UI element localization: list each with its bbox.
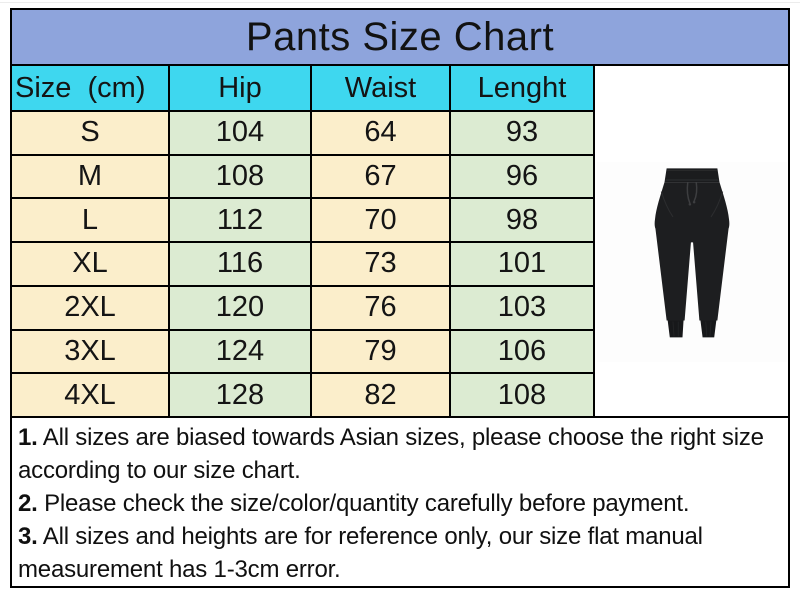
cell-length: 96	[451, 156, 593, 198]
note-2	[18, 487, 780, 520]
pants-image	[597, 162, 787, 362]
cell-length: 103	[451, 287, 593, 329]
cell-size: 4XL	[12, 374, 168, 416]
cell-hip: 104	[170, 112, 310, 154]
header-length: Lenght	[451, 66, 593, 110]
cell-size: 3XL	[12, 331, 168, 373]
notes-section	[12, 416, 788, 586]
note-1	[18, 421, 780, 487]
cell-size: M	[12, 156, 168, 198]
cell-length: 93	[451, 112, 593, 154]
note-3-number: 3.	[18, 523, 38, 550]
cell-size: XL	[12, 243, 168, 285]
note-3-text: All sizes and heights are for reference only, our size flat manual measurement has 1-3cm error.	[18, 523, 703, 583]
cell-waist: 76	[312, 287, 449, 329]
cell-length: 98	[451, 199, 593, 241]
cell-hip: 124	[170, 331, 310, 373]
cell-length: 101	[451, 243, 593, 285]
cell-hip: 108	[170, 156, 310, 198]
cell-waist: 73	[312, 243, 449, 285]
cell-length: 108	[451, 374, 593, 416]
note-3	[18, 520, 780, 586]
cell-hip: 120	[170, 287, 310, 329]
title-banner	[12, 10, 788, 66]
note-1-text: All sizes are biased towards Asian sizes, please choose the right size according to our size chart.	[18, 424, 764, 484]
cell-length: 106	[451, 331, 593, 373]
cell-hip: 116	[170, 243, 310, 285]
header-size-cm: Size (cm)	[12, 66, 168, 110]
cell-size: 2XL	[12, 287, 168, 329]
header-hip: Hip	[170, 66, 310, 110]
chart-body	[12, 66, 788, 416]
black-jogger-pants-graphic	[649, 162, 735, 348]
header-waist: Waist	[312, 66, 449, 110]
cell-size: L	[12, 199, 168, 241]
cell-hip: 128	[170, 374, 310, 416]
page-title: Pants Size Chart	[245, 14, 555, 59]
chart-frame	[10, 8, 790, 588]
page-top-hairline	[0, 2, 800, 3]
cell-size: S	[12, 112, 168, 154]
note-2-number: 2.	[18, 490, 38, 517]
product-photo-panel	[595, 66, 788, 416]
cell-waist: 67	[312, 156, 449, 198]
cell-waist: 79	[312, 331, 449, 373]
size-table	[12, 66, 595, 416]
note-1-number: 1.	[18, 424, 38, 451]
cell-hip: 112	[170, 199, 310, 241]
cell-waist: 82	[312, 374, 449, 416]
note-2-text: Please check the size/color/quantity carefully before payment.	[37, 490, 690, 517]
cell-waist: 70	[312, 199, 449, 241]
cell-waist: 64	[312, 112, 449, 154]
